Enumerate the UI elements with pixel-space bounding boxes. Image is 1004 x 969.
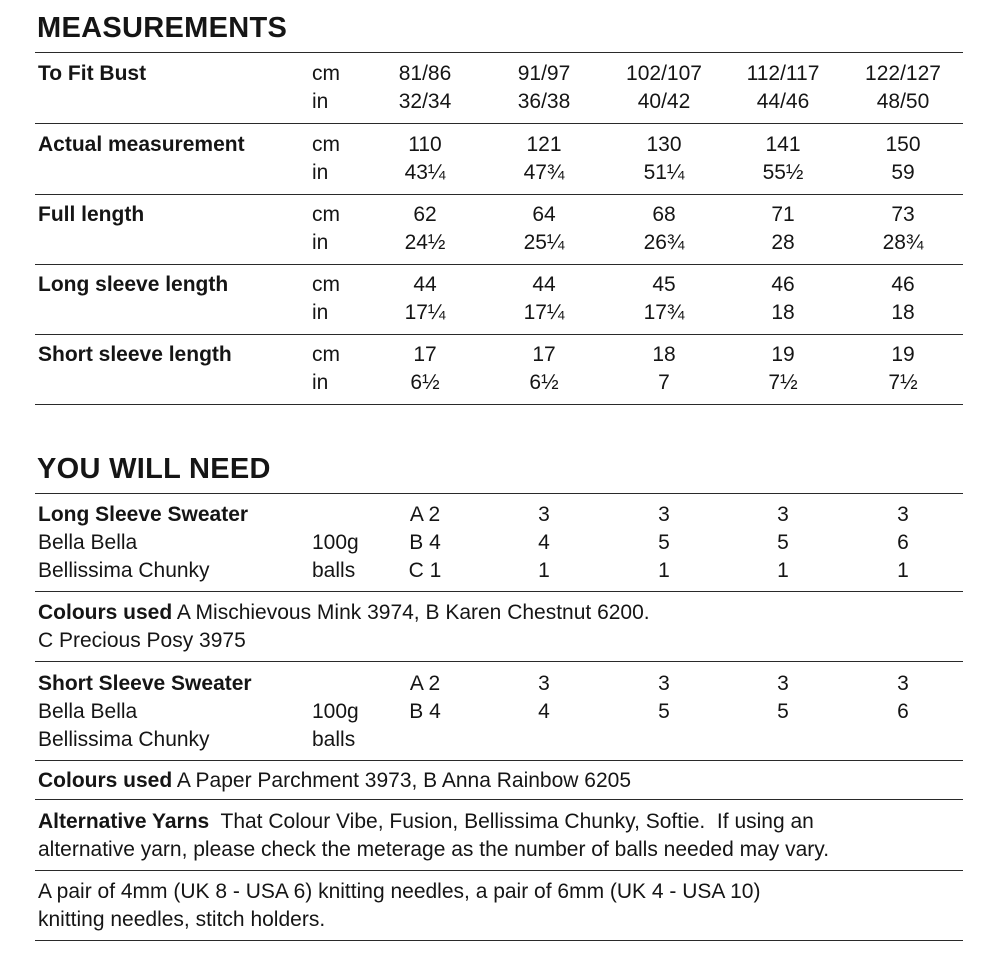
value-in: 26¾ (643, 231, 685, 254)
unit-in: in (312, 90, 329, 113)
value-in: 17¼ (523, 301, 565, 324)
value-cm: 150 (885, 133, 921, 156)
value-in: 43¼ (404, 161, 446, 184)
short-yarn-line2: Bellissima Chunky (38, 728, 210, 751)
value-cm: 64 (532, 203, 556, 226)
ball-count: 3 (897, 503, 909, 526)
ball-count: 3 (897, 672, 909, 695)
alternative-yarns-line2: alternative yarn, please check the meterage as the number of balls needed may vary. (38, 838, 830, 861)
value-cm: 44 (413, 273, 437, 296)
value-cm: 121 (526, 133, 562, 156)
ball-count: 3 (777, 672, 789, 695)
divider (35, 52, 963, 53)
value-cm: 46 (771, 273, 795, 296)
ball-count: 3 (777, 503, 789, 526)
measurements-heading: MEASUREMENTS (37, 12, 288, 44)
value-in: 44/46 (756, 90, 810, 113)
value-in: 32/34 (398, 90, 452, 113)
alternative-yarns-line1 (38, 808, 958, 836)
unit-cm: cm (312, 62, 340, 85)
value-in: 40/42 (637, 90, 691, 113)
divider (35, 334, 963, 335)
value-cm: 130 (646, 133, 682, 156)
ball-count: 4 (538, 700, 550, 723)
shade-code: B 4 (409, 531, 441, 554)
alternative-yarns-label: Alternative Yarns (38, 810, 210, 833)
value-cm: 81/86 (398, 62, 452, 85)
ball-count: 1 (777, 559, 789, 582)
long-colours-line1 (38, 599, 958, 627)
value-cm: 19 (891, 343, 915, 366)
value-in: 7½ (888, 371, 918, 394)
value-cm: 73 (891, 203, 915, 226)
value-cm: 68 (652, 203, 676, 226)
ball-count: 5 (777, 700, 789, 723)
value-cm: 46 (891, 273, 915, 296)
value-in: 36/38 (517, 90, 571, 113)
value-cm: 110 (408, 133, 442, 156)
short-weight: 100g (312, 700, 359, 723)
unit-in: in (312, 371, 329, 394)
measurement-label: Short sleeve length (38, 343, 232, 366)
long-colours-line2: C Precious Posy 3975 (38, 629, 246, 652)
ball-count: 4 (538, 531, 550, 554)
value-cm: 18 (652, 343, 676, 366)
ball-count: 3 (538, 672, 550, 695)
unit-in: in (312, 301, 329, 324)
divider (35, 760, 963, 761)
ball-count: 1 (538, 559, 550, 582)
ball-count: 1 (897, 559, 909, 582)
long-weight: 100g (312, 531, 359, 554)
colours-used-label: Colours used (38, 769, 173, 792)
measurement-label: To Fit Bust (38, 62, 147, 85)
value-cm: 62 (413, 203, 437, 226)
ball-count: 5 (658, 531, 670, 554)
long-sweater-name: Long Sleeve Sweater (38, 503, 249, 526)
shade-code: A 2 (409, 672, 441, 695)
value-cm: 17 (413, 343, 437, 366)
divider (35, 404, 963, 405)
value-in: 18 (771, 301, 795, 324)
ball-count: 6 (897, 700, 909, 723)
ball-count: 3 (658, 672, 670, 695)
long-colours-text: A Mischievous Mink 3974, B Karen Chestnut 6200. (172, 601, 650, 624)
value-cm: 44 (532, 273, 556, 296)
value-cm: 45 (652, 273, 676, 296)
value-in: 59 (891, 161, 915, 184)
measurement-label: Actual measurement (38, 133, 245, 156)
value-in: 48/50 (876, 90, 930, 113)
long-yarn-line1: Bella Bella (38, 531, 138, 554)
divider (35, 264, 963, 265)
value-in: 25¼ (523, 231, 565, 254)
unit-cm: cm (312, 203, 340, 226)
short-colours-line (38, 767, 958, 795)
value-in: 17¾ (643, 301, 685, 324)
short-sweater-name: Short Sleeve Sweater (38, 672, 252, 695)
ball-count: 3 (538, 503, 550, 526)
value-in: 51¼ (643, 161, 685, 184)
shade-code: C 1 (408, 559, 442, 582)
measurement-label: Long sleeve length (38, 273, 229, 296)
value-in: 18 (891, 301, 915, 324)
value-cm: 17 (532, 343, 556, 366)
unit-in: in (312, 231, 329, 254)
value-in: 7 (658, 371, 670, 394)
shade-code: A 2 (409, 503, 441, 526)
needles-line2: knitting needles, stitch holders. (38, 908, 326, 931)
value-cm: 141 (765, 133, 801, 156)
unit-in: in (312, 161, 329, 184)
short-yarn-line1: Bella Bella (38, 700, 138, 723)
value-in: 6½ (529, 371, 559, 394)
ball-count: 5 (658, 700, 670, 723)
alternative-yarns-text: That Colour Vibe, Fusion, Bellissima Chunky, Softie. If using an (209, 810, 814, 833)
divider (35, 799, 963, 800)
divider (35, 591, 963, 592)
unit-cm: cm (312, 343, 340, 366)
value-in: 6½ (410, 371, 440, 394)
divider (35, 661, 963, 662)
ball-count: 6 (897, 531, 909, 554)
value-in: 28 (771, 231, 795, 254)
long-yarn-line2: Bellissima Chunky (38, 559, 210, 582)
value-cm: 102/107 (626, 62, 702, 85)
value-cm: 71 (771, 203, 795, 226)
you-will-need-heading: YOU WILL NEED (37, 453, 271, 485)
value-in: 28¾ (882, 231, 924, 254)
divider (35, 493, 963, 494)
needles-line1: A pair of 4mm (UK 8 - USA 6) knitting needles, a pair of 6mm (UK 4 - USA 10) (38, 880, 761, 903)
divider (35, 870, 963, 871)
value-cm: 19 (771, 343, 795, 366)
unit-cm: cm (312, 273, 340, 296)
value-in: 24½ (404, 231, 446, 254)
value-in: 7½ (768, 371, 798, 394)
ball-count: 5 (777, 531, 789, 554)
value-cm: 122/127 (865, 62, 941, 85)
value-cm: 91/97 (517, 62, 571, 85)
value-in: 17¼ (404, 301, 446, 324)
divider (35, 940, 963, 941)
long-balls: balls (312, 559, 356, 582)
value-in: 47¾ (523, 161, 565, 184)
ball-count: 1 (658, 559, 670, 582)
unit-cm: cm (312, 133, 340, 156)
value-cm: 112/117 (746, 62, 820, 85)
colours-used-label: Colours used (38, 601, 173, 624)
shade-code: B 4 (409, 700, 441, 723)
measurement-label: Full length (38, 203, 145, 226)
divider (35, 123, 963, 124)
value-in: 55½ (762, 161, 804, 184)
short-balls: balls (312, 728, 356, 751)
divider (35, 194, 963, 195)
ball-count: 3 (658, 503, 670, 526)
short-colours-text: A Paper Parchment 3973, B Anna Rainbow 6205 (172, 769, 632, 792)
